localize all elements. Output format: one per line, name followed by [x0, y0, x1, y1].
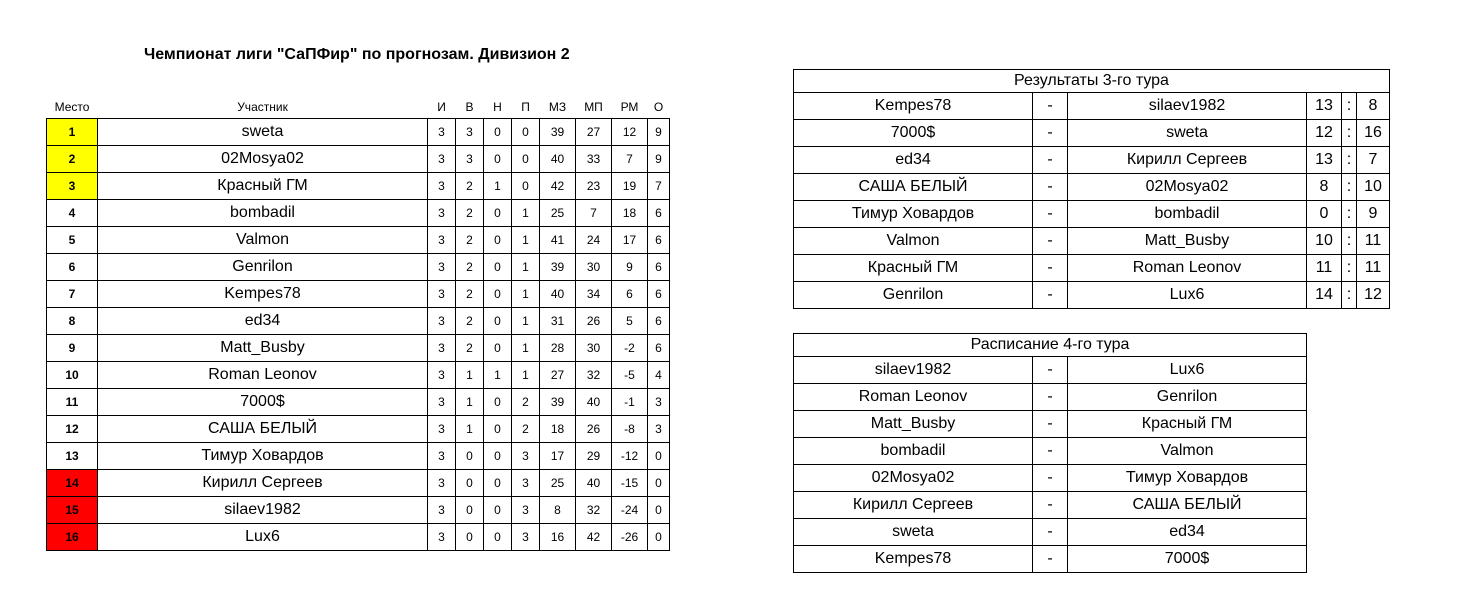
- home-team: Roman Leonov: [794, 384, 1033, 411]
- away-team: sweta: [1068, 120, 1307, 147]
- standings-row: [47, 227, 670, 254]
- standings-row: [47, 443, 670, 470]
- place-cell: 9: [47, 335, 98, 362]
- wins-cell: 0: [456, 524, 484, 551]
- scored-cell: 31: [540, 308, 576, 335]
- score-colon: :: [1342, 255, 1357, 282]
- conceded-cell: 33: [576, 146, 612, 173]
- away-score: 12: [1357, 282, 1390, 309]
- wins-cell: 0: [456, 443, 484, 470]
- standings-row: [47, 173, 670, 200]
- page-title: Чемпионат лиги "СаПФир" по прогнозам. Дивизион 2: [144, 46, 570, 63]
- scored-cell: 18: [540, 416, 576, 443]
- place-cell: 2: [47, 146, 98, 173]
- standings-row: [47, 470, 670, 497]
- standings-row: [47, 362, 670, 389]
- draws-cell: 0: [484, 308, 512, 335]
- dash: -: [1033, 228, 1068, 255]
- conceded-cell: 26: [576, 308, 612, 335]
- wins-cell: 2: [456, 227, 484, 254]
- points-cell: 6: [648, 281, 670, 308]
- results-title-row: [794, 70, 1390, 93]
- scored-cell: 16: [540, 524, 576, 551]
- home-team: ed34: [794, 147, 1033, 174]
- points-cell: 0: [648, 524, 670, 551]
- conceded-cell: 26: [576, 416, 612, 443]
- place-cell: 1: [47, 119, 98, 146]
- participant-cell: Кирилл Сергеев: [98, 470, 428, 497]
- losses-cell: 2: [512, 416, 540, 443]
- points-cell: 3: [648, 389, 670, 416]
- scored-cell: 17: [540, 443, 576, 470]
- home-team: bombadil: [794, 438, 1033, 465]
- diff-cell: 9: [612, 254, 648, 281]
- result-row: [794, 255, 1390, 282]
- away-team: Roman Leonov: [1068, 255, 1307, 282]
- standings-row: [47, 281, 670, 308]
- dash: -: [1033, 384, 1068, 411]
- losses-cell: 3: [512, 524, 540, 551]
- games-cell: 3: [428, 335, 456, 362]
- dash: -: [1033, 411, 1068, 438]
- points-cell: 6: [648, 308, 670, 335]
- diff-cell: -2: [612, 335, 648, 362]
- scored-cell: 42: [540, 173, 576, 200]
- losses-cell: 0: [512, 173, 540, 200]
- standings-row: [47, 497, 670, 524]
- losses-cell: 0: [512, 146, 540, 173]
- diff-cell: 19: [612, 173, 648, 200]
- games-cell: 3: [428, 416, 456, 443]
- results-title: Результаты 3-го тура: [794, 70, 1390, 93]
- place-cell: 6: [47, 254, 98, 281]
- schedule-row: [794, 357, 1307, 384]
- home-score: 13: [1307, 147, 1342, 174]
- away-score: 7: [1357, 147, 1390, 174]
- home-team: Тимур Ховардов: [794, 201, 1033, 228]
- games-cell: 3: [428, 281, 456, 308]
- scored-cell: 41: [540, 227, 576, 254]
- schedule-row: [794, 438, 1307, 465]
- diff-cell: -15: [612, 470, 648, 497]
- participant-cell: ed34: [98, 308, 428, 335]
- home-team: Kempes78: [794, 93, 1033, 120]
- away-score: 8: [1357, 93, 1390, 120]
- games-cell: 3: [428, 146, 456, 173]
- away-score: 11: [1357, 228, 1390, 255]
- dash: -: [1033, 492, 1068, 519]
- conceded-cell: 7: [576, 200, 612, 227]
- home-score: 14: [1307, 282, 1342, 309]
- schedule-title: Расписание 4-го тура: [794, 334, 1307, 357]
- points-cell: 9: [648, 119, 670, 146]
- away-team: Lux6: [1068, 282, 1307, 309]
- participant-cell: САША БЕЛЫЙ: [98, 416, 428, 443]
- score-colon: :: [1342, 174, 1357, 201]
- diff-cell: -12: [612, 443, 648, 470]
- home-team: 02Mosya02: [794, 465, 1033, 492]
- conceded-cell: 27: [576, 119, 612, 146]
- standings-row: [47, 389, 670, 416]
- result-row: [794, 93, 1390, 120]
- scored-cell: 39: [540, 119, 576, 146]
- conceded-cell: 24: [576, 227, 612, 254]
- conceded-cell: 34: [576, 281, 612, 308]
- home-score: 10: [1307, 228, 1342, 255]
- wins-cell: 2: [456, 200, 484, 227]
- games-cell: 3: [428, 389, 456, 416]
- participant-cell: Kempes78: [98, 281, 428, 308]
- conceded-cell: 32: [576, 497, 612, 524]
- score-colon: :: [1342, 93, 1357, 120]
- dash: -: [1033, 93, 1068, 120]
- standings-row: [47, 146, 670, 173]
- wins-cell: 2: [456, 335, 484, 362]
- participant-cell: Красный ГМ: [98, 173, 428, 200]
- wins-cell: 2: [456, 281, 484, 308]
- losses-cell: 1: [512, 227, 540, 254]
- losses-cell: 2: [512, 389, 540, 416]
- games-cell: 3: [428, 200, 456, 227]
- home-score: 8: [1307, 174, 1342, 201]
- wins-cell: 1: [456, 389, 484, 416]
- conceded-cell: 29: [576, 443, 612, 470]
- losses-cell: 3: [512, 443, 540, 470]
- points-cell: 0: [648, 497, 670, 524]
- losses-cell: 0: [512, 119, 540, 146]
- points-cell: 9: [648, 146, 670, 173]
- diff-cell: -5: [612, 362, 648, 389]
- diff-cell: 7: [612, 146, 648, 173]
- away-team: Красный ГМ: [1068, 411, 1307, 438]
- header-games: И: [437, 100, 446, 114]
- standings-row: [47, 308, 670, 335]
- wins-cell: 0: [456, 470, 484, 497]
- dash: -: [1033, 546, 1068, 573]
- standings-row: [47, 416, 670, 443]
- conceded-cell: 23: [576, 173, 612, 200]
- games-cell: 3: [428, 119, 456, 146]
- conceded-cell: 30: [576, 335, 612, 362]
- games-cell: 3: [428, 362, 456, 389]
- home-team: Красный ГМ: [794, 255, 1033, 282]
- draws-cell: 0: [484, 119, 512, 146]
- away-team: Genrilon: [1068, 384, 1307, 411]
- scored-cell: 8: [540, 497, 576, 524]
- header-losses: П: [521, 100, 530, 114]
- scored-cell: 27: [540, 362, 576, 389]
- schedule-row: [794, 519, 1307, 546]
- score-colon: :: [1342, 201, 1357, 228]
- away-team: Кирилл Сергеев: [1068, 147, 1307, 174]
- score-colon: :: [1342, 228, 1357, 255]
- away-team: Тимур Ховардов: [1068, 465, 1307, 492]
- losses-cell: 1: [512, 281, 540, 308]
- games-cell: 3: [428, 470, 456, 497]
- dash: -: [1033, 120, 1068, 147]
- away-team: ed34: [1068, 519, 1307, 546]
- place-cell: 8: [47, 308, 98, 335]
- home-team: Кирилл Сергеев: [794, 492, 1033, 519]
- place-cell: 7: [47, 281, 98, 308]
- away-team: 02Mosya02: [1068, 174, 1307, 201]
- schedule-title-row: [794, 334, 1307, 357]
- home-team: Genrilon: [794, 282, 1033, 309]
- draws-cell: 0: [484, 335, 512, 362]
- participant-cell: Roman Leonov: [98, 362, 428, 389]
- dash: -: [1033, 255, 1068, 282]
- games-cell: 3: [428, 254, 456, 281]
- participant-cell: 7000$: [98, 389, 428, 416]
- place-cell: 11: [47, 389, 98, 416]
- points-cell: 6: [648, 335, 670, 362]
- draws-cell: 0: [484, 443, 512, 470]
- result-row: [794, 174, 1390, 201]
- away-team: bombadil: [1068, 201, 1307, 228]
- home-team: САША БЕЛЫЙ: [794, 174, 1033, 201]
- diff-cell: -8: [612, 416, 648, 443]
- place-cell: 15: [47, 497, 98, 524]
- diff-cell: -1: [612, 389, 648, 416]
- participant-cell: bombadil: [98, 200, 428, 227]
- place-cell: 10: [47, 362, 98, 389]
- standings-table: [46, 96, 670, 551]
- diff-cell: -24: [612, 497, 648, 524]
- home-score: 12: [1307, 120, 1342, 147]
- scored-cell: 40: [540, 281, 576, 308]
- dash: -: [1033, 282, 1068, 309]
- score-colon: :: [1342, 147, 1357, 174]
- place-cell: 13: [47, 443, 98, 470]
- participant-cell: sweta: [98, 119, 428, 146]
- draws-cell: 1: [484, 362, 512, 389]
- games-cell: 3: [428, 227, 456, 254]
- wins-cell: 1: [456, 362, 484, 389]
- games-cell: 3: [428, 497, 456, 524]
- draws-cell: 0: [484, 146, 512, 173]
- schedule-row: [794, 492, 1307, 519]
- scored-cell: 39: [540, 254, 576, 281]
- home-team: Kempes78: [794, 546, 1033, 573]
- home-team: Valmon: [794, 228, 1033, 255]
- draws-cell: 0: [484, 200, 512, 227]
- draws-cell: 0: [484, 389, 512, 416]
- header-diff: РМ: [620, 100, 639, 114]
- losses-cell: 1: [512, 362, 540, 389]
- conceded-cell: 42: [576, 524, 612, 551]
- wins-cell: 3: [456, 146, 484, 173]
- schedule-row: [794, 465, 1307, 492]
- home-team: 7000$: [794, 120, 1033, 147]
- conceded-cell: 40: [576, 470, 612, 497]
- result-row: [794, 282, 1390, 309]
- losses-cell: 1: [512, 308, 540, 335]
- schedule-row: [794, 411, 1307, 438]
- score-colon: :: [1342, 282, 1357, 309]
- losses-cell: 3: [512, 497, 540, 524]
- draws-cell: 0: [484, 227, 512, 254]
- participant-cell: Genrilon: [98, 254, 428, 281]
- standings-row: [47, 200, 670, 227]
- games-cell: 3: [428, 308, 456, 335]
- away-score: 9: [1357, 201, 1390, 228]
- points-cell: 6: [648, 200, 670, 227]
- games-cell: 3: [428, 443, 456, 470]
- dash: -: [1033, 147, 1068, 174]
- dash: -: [1033, 519, 1068, 546]
- result-row: [794, 147, 1390, 174]
- header-wins: В: [465, 100, 474, 114]
- diff-cell: 18: [612, 200, 648, 227]
- dash: -: [1033, 174, 1068, 201]
- points-cell: 6: [648, 227, 670, 254]
- draws-cell: 0: [484, 254, 512, 281]
- participant-cell: 02Mosya02: [98, 146, 428, 173]
- losses-cell: 1: [512, 335, 540, 362]
- standings-row: [47, 119, 670, 146]
- participant-cell: Lux6: [98, 524, 428, 551]
- away-team: Valmon: [1068, 438, 1307, 465]
- losses-cell: 1: [512, 254, 540, 281]
- away-team: САША БЕЛЫЙ: [1068, 492, 1307, 519]
- result-row: [794, 228, 1390, 255]
- games-cell: 3: [428, 173, 456, 200]
- header-points: О: [653, 100, 664, 114]
- losses-cell: 1: [512, 200, 540, 227]
- wins-cell: 3: [456, 119, 484, 146]
- away-team: Matt_Busby: [1068, 228, 1307, 255]
- schedule-row: [794, 384, 1307, 411]
- home-team: Matt_Busby: [794, 411, 1033, 438]
- away-score: 16: [1357, 120, 1390, 147]
- schedule-table: [793, 333, 1307, 573]
- score-colon: :: [1342, 120, 1357, 147]
- dash: -: [1033, 465, 1068, 492]
- home-team: sweta: [794, 519, 1033, 546]
- wins-cell: 2: [456, 173, 484, 200]
- diff-cell: 6: [612, 281, 648, 308]
- diff-cell: 12: [612, 119, 648, 146]
- participant-cell: Тимур Ховардов: [98, 443, 428, 470]
- dash: -: [1033, 357, 1068, 384]
- scored-cell: 39: [540, 389, 576, 416]
- diff-cell: 17: [612, 227, 648, 254]
- away-score: 10: [1357, 174, 1390, 201]
- place-cell: 16: [47, 524, 98, 551]
- participant-cell: silaev1982: [98, 497, 428, 524]
- points-cell: 4: [648, 362, 670, 389]
- away-score: 11: [1357, 255, 1390, 282]
- diff-cell: 5: [612, 308, 648, 335]
- points-cell: 3: [648, 416, 670, 443]
- place-cell: 4: [47, 200, 98, 227]
- home-score: 13: [1307, 93, 1342, 120]
- results-table: [793, 69, 1390, 309]
- participant-cell: Valmon: [98, 227, 428, 254]
- standings-row: [47, 335, 670, 362]
- scored-cell: 40: [540, 146, 576, 173]
- scored-cell: 28: [540, 335, 576, 362]
- draws-cell: 0: [484, 470, 512, 497]
- dash: -: [1033, 438, 1068, 465]
- losses-cell: 3: [512, 470, 540, 497]
- participant-cell: Matt_Busby: [98, 335, 428, 362]
- points-cell: 0: [648, 470, 670, 497]
- result-row: [794, 201, 1390, 228]
- dash: -: [1033, 201, 1068, 228]
- standings-row: [47, 254, 670, 281]
- diff-cell: -26: [612, 524, 648, 551]
- header-conceded: МП: [584, 100, 603, 114]
- draws-cell: 0: [484, 497, 512, 524]
- draws-cell: 0: [484, 281, 512, 308]
- header-draws: Н: [493, 100, 502, 114]
- result-row: [794, 120, 1390, 147]
- home-team: silaev1982: [794, 357, 1033, 384]
- home-score: 11: [1307, 255, 1342, 282]
- wins-cell: 1: [456, 416, 484, 443]
- draws-cell: 0: [484, 416, 512, 443]
- wins-cell: 2: [456, 254, 484, 281]
- place-cell: 14: [47, 470, 98, 497]
- wins-cell: 2: [456, 308, 484, 335]
- place-cell: 12: [47, 416, 98, 443]
- away-team: 7000$: [1068, 546, 1307, 573]
- conceded-cell: 40: [576, 389, 612, 416]
- points-cell: 6: [648, 254, 670, 281]
- wins-cell: 0: [456, 497, 484, 524]
- header-place: Место: [54, 100, 90, 114]
- draws-cell: 0: [484, 524, 512, 551]
- away-team: silaev1982: [1068, 93, 1307, 120]
- home-score: 0: [1307, 201, 1342, 228]
- scored-cell: 25: [540, 470, 576, 497]
- header-participant: Участник: [237, 100, 288, 114]
- points-cell: 7: [648, 173, 670, 200]
- draws-cell: 1: [484, 173, 512, 200]
- standings-row: [47, 524, 670, 551]
- place-cell: 3: [47, 173, 98, 200]
- conceded-cell: 30: [576, 254, 612, 281]
- schedule-row: [794, 546, 1307, 573]
- conceded-cell: 32: [576, 362, 612, 389]
- scored-cell: 25: [540, 200, 576, 227]
- place-cell: 5: [47, 227, 98, 254]
- games-cell: 3: [428, 524, 456, 551]
- points-cell: 0: [648, 443, 670, 470]
- standings-header-row: [47, 96, 670, 119]
- header-scored: МЗ: [548, 100, 567, 114]
- away-team: Lux6: [1068, 357, 1307, 384]
